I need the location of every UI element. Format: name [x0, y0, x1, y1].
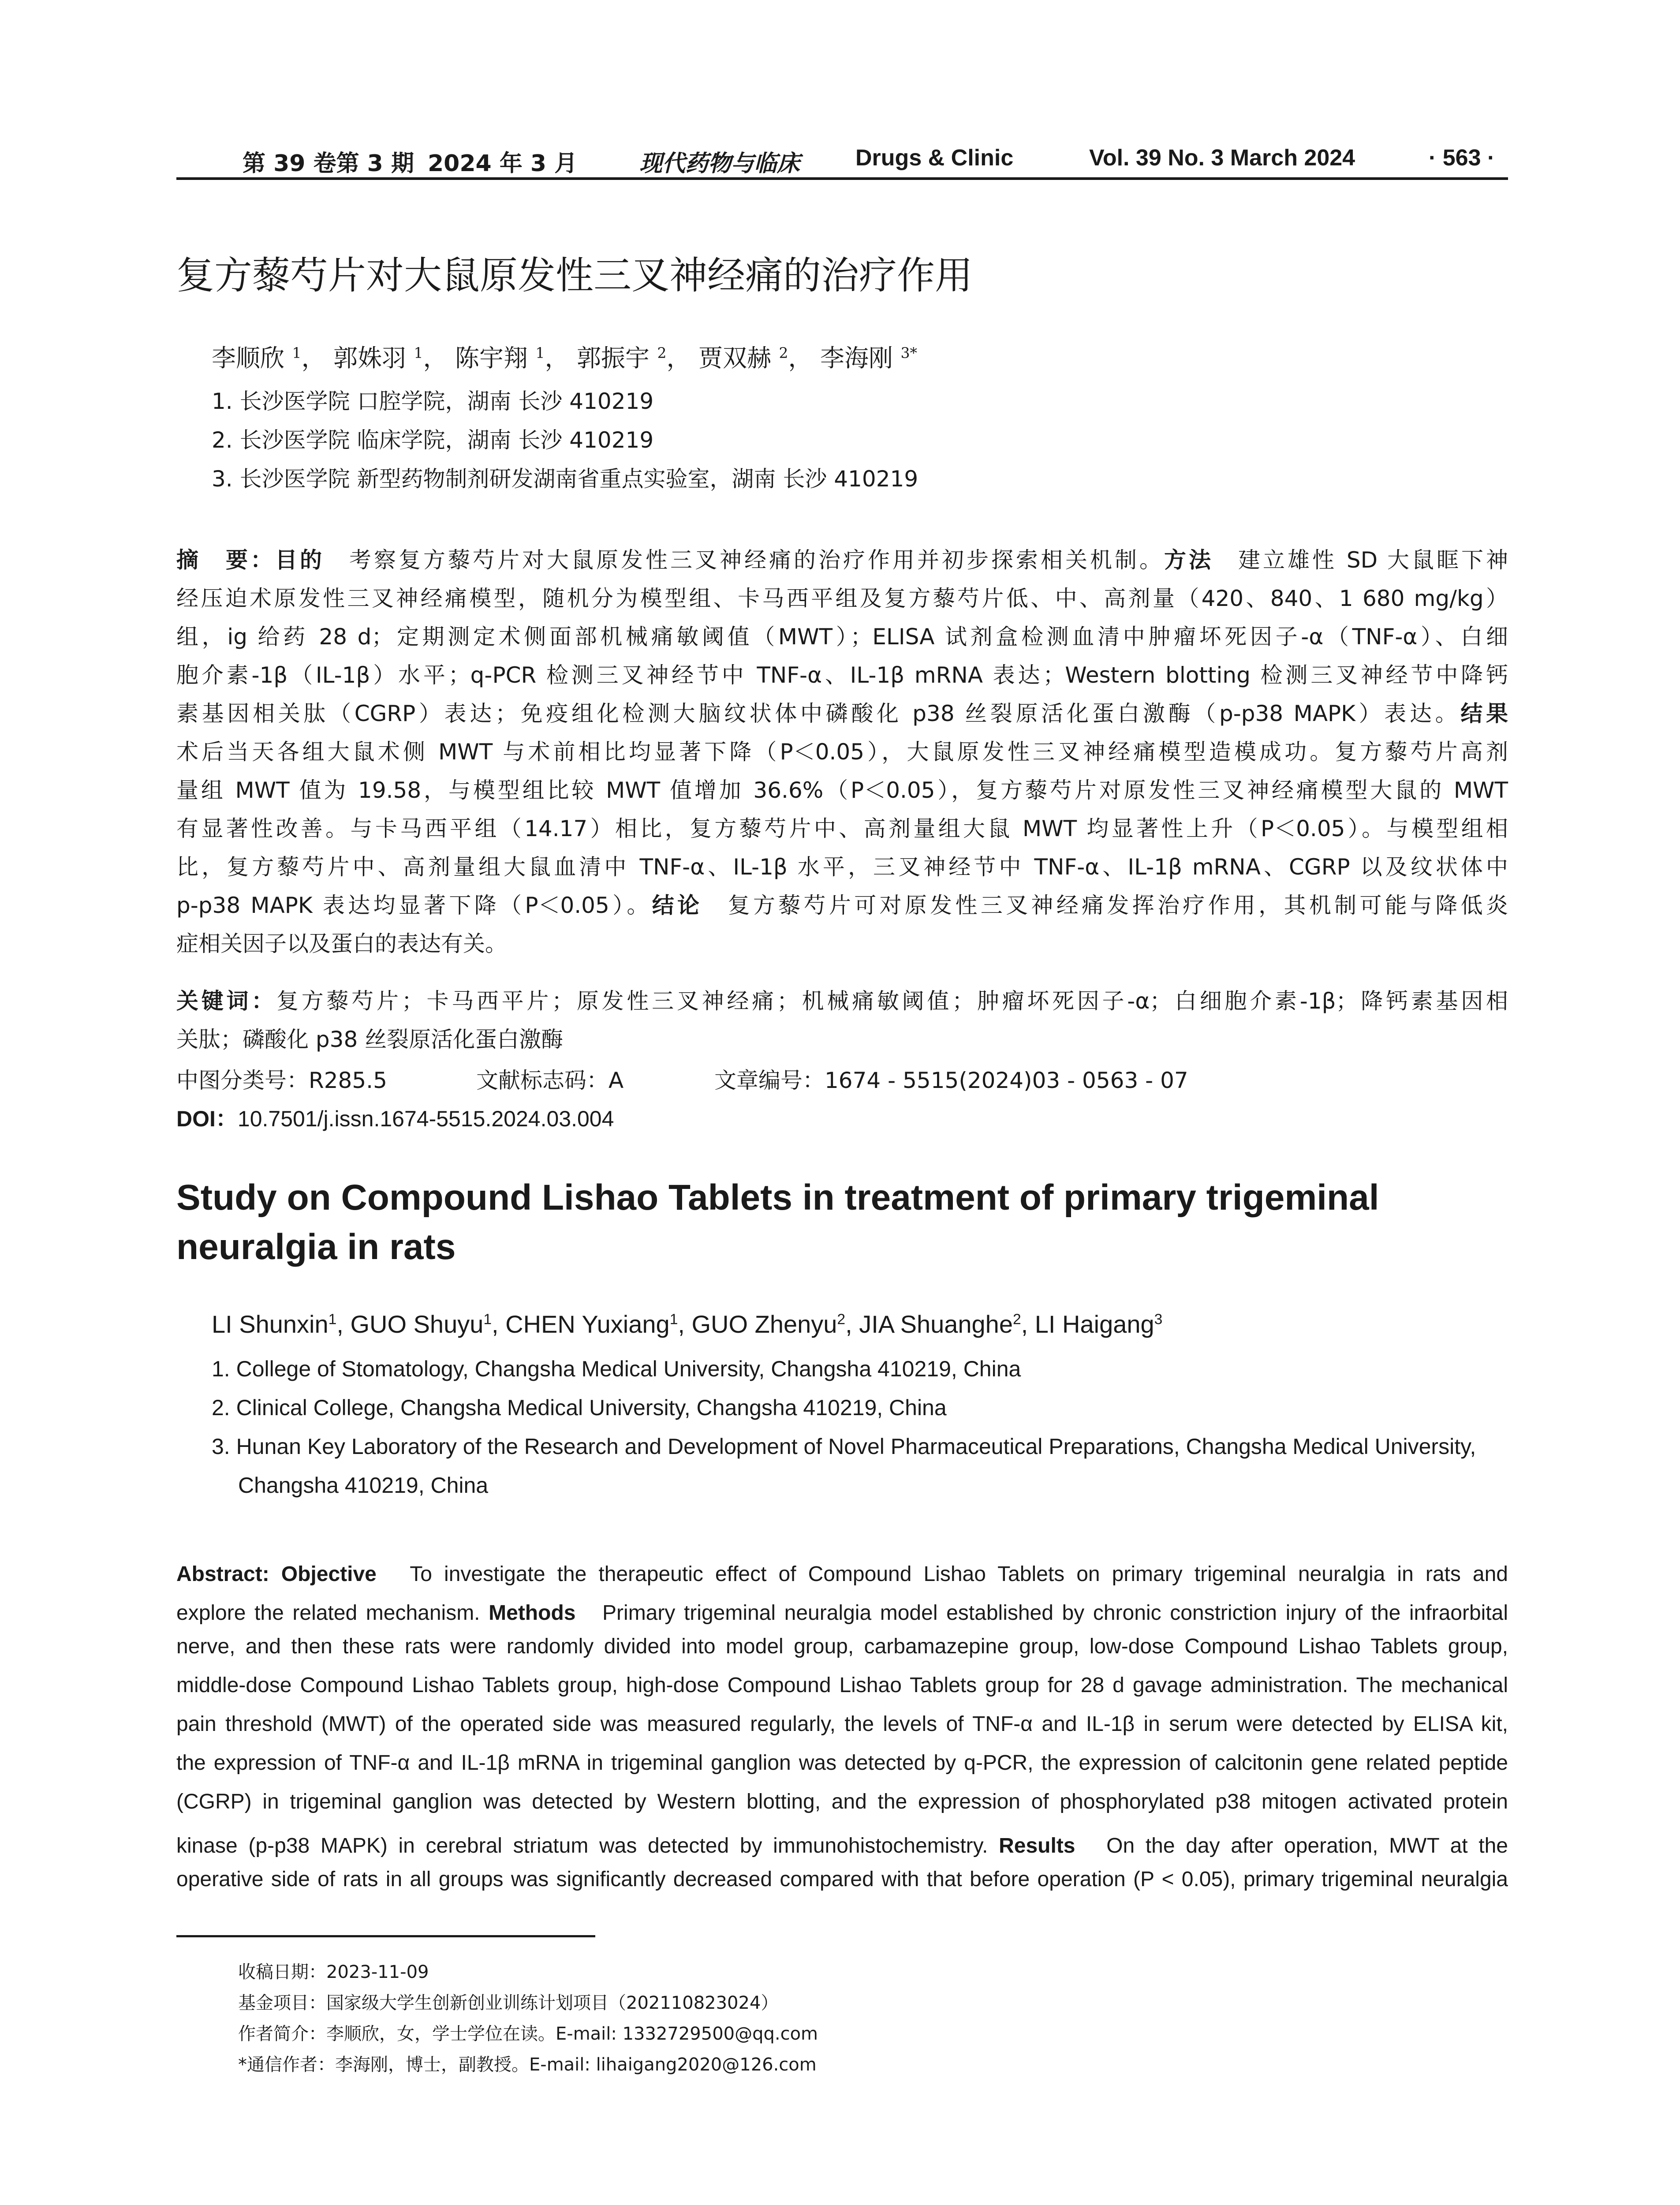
abstract-en-line: explore the related mechanism. Methods Primary trigeminal neuralgia model established by chronic constriction injury of the infraorbital: [176, 1601, 1508, 1625]
abstract-cn-line: p-p38 MAPK 表达均显著下降（P＜0.05）。结论 复方藜芍片可对原发性三叉神经痛发挥治疗作用，其机制可能与降低炎: [176, 893, 1508, 918]
clc-number: 中图分类号：R285.5: [176, 1068, 387, 1093]
author-cn: 郭振宇 $^2$，: [577, 344, 691, 372]
authors-en: [212, 1310, 1162, 1338]
abstract-cn-label: 摘 要：: [176, 547, 275, 573]
abstract-en-line: the expression of TNF-α and IL-1β mRNA in trigeminal ganglion was detected by q-PCR, the expression of calcitonin gene related peptide: [176, 1751, 1508, 1775]
author-cn: 李顺欣 $^1$，: [212, 344, 326, 372]
abstract-cn-line: 摘 要：目的 考察复方藜芍片对大鼠原发性三叉神经痛的治疗作用并初步探索相关机制。方法 建立雄性 SD 大鼠眶下神: [176, 547, 1508, 573]
title-cn: 复方藜芍片对大鼠原发性三叉神经痛的治疗作用: [176, 254, 973, 298]
abstract-en-line: kinase (p-p38 MAPK) in cerebral striatum was detected by immunohistochemistry. Results On the day after operation, MWT at the: [176, 1834, 1508, 1857]
keywords-cn: [176, 983, 1508, 1063]
affiliation-cn: 2. 长沙医学院 临床学院，湖南 长沙 410219: [212, 427, 654, 453]
author-cn: 贾双赫 $^2$，: [698, 344, 813, 372]
author-en: GUO Shuyu$^1$,: [350, 1310, 506, 1338]
title-en: Study on Compound Lishao Tablets in treatment of primary trigeminal neuralgia in rats: [176, 1177, 1379, 1267]
running-header: [176, 139, 1508, 179]
abstract-en-line: pain threshold (MWT) of the operated side was measured regularly, the levels of TNF-α and IL-1β in serum were detected by ELISA kit,: [176, 1712, 1508, 1736]
date-cn: 2024 年 3 月: [428, 150, 578, 177]
keywords-label: 关键词：: [176, 988, 276, 1014]
affiliation-en: 2. Clinical College, Changsha Medical University, Changsha 410219, China: [212, 1395, 947, 1420]
author-cn: 郭姝羽 $^1$，: [333, 344, 448, 372]
abstract-cn-line: 症相关因子以及蛋白的表达有关。: [176, 931, 507, 957]
abstract-en-line: Abstract: Objective To investigate the therapeutic effect of Compound Lishao Tablets on primary trigeminal neuralgia in rats and: [176, 1562, 1508, 1586]
fund-project: 基金项目：国家级大学生创新创业训练计划项目（202110823024）: [238, 1993, 779, 2013]
journal-en: Drugs & Clinic: [855, 145, 1014, 171]
affiliation-cn: 1. 长沙医学院 口腔学院，湖南 长沙 410219: [212, 389, 654, 414]
author-en: LI Shunxin$^1$,: [212, 1310, 351, 1338]
abstract-cn: [176, 542, 1508, 966]
author-bio: 作者简介：李顺欣，女，学士学位在读。E-mail: 1332729500@qq.com: [238, 2024, 818, 2044]
abstract-cn-line: 经压迫术原发性三叉神经痛模型，随机分为模型组、卡马西平组及复方藜芍片低、中、高剂量（420、840、1 680 mg/kg）: [176, 586, 1508, 611]
author-cn: 李海刚 $^{3*}$: [820, 344, 917, 372]
author-en: JIA Shuanghe$^2$,: [859, 1310, 1035, 1338]
author-en: LI Haigang$^3$: [1034, 1310, 1163, 1338]
abstract-en-line: operative side of rats in all groups was significantly decreased compared with that before operation (P < 0.05), primary trigeminal neuralgia: [176, 1868, 1508, 1891]
issue-en: Vol. 39 No. 3 March 2024: [1089, 145, 1355, 171]
authors-cn: [212, 339, 917, 374]
doi: DOI：10.7501/j.issn.1674-5515.2024.03.004: [176, 1106, 614, 1131]
abstract-cn-line: 组，ig 给药 28 d；定期测定术侧面部机械痛敏阈值（MWT）；ELISA 试剂盒检测血清中肿瘤坏死因子-α（TNF-α）、白细: [176, 624, 1508, 650]
affiliation-en: 1. College of Stomatology, Changsha Medical University, Changsha 410219, China: [212, 1357, 1021, 1381]
corresponding-author: *通信作者：李海刚，博士，副教授。E-mail: lihaigang2020@126.com: [238, 2055, 817, 2075]
affiliation-en: Changsha 410219, China: [238, 1473, 489, 1498]
abstract-cn-line: 量组 MWT 值为 19.58，与模型组比较 MWT 值增加 36.6%（P＜0.05），复方藜芍片对原发性三叉神经痛模型大鼠的 MWT: [176, 777, 1508, 803]
article-number: 文章编号：1674 - 5515(2024)03 - 0563 - 07: [714, 1068, 1188, 1093]
keywords-text: 关肽；磷酸化 p38 丝裂原活化蛋白激酶: [176, 1027, 564, 1052]
author-en: GUO Zhenyu$^2$,: [691, 1310, 859, 1338]
abstract-cn-line: 素基因相关肽（CGRP）表达；免疫组化检测大脑纹状体中磷酸化 p38 丝裂原活化蛋白激酶（p-p38 MAPK）表达。结果: [176, 701, 1508, 726]
footnote-rule: [176, 1935, 595, 1937]
abstract-en-label: Abstract:: [176, 1562, 269, 1586]
abstract-cn-line: 术后当天各组大鼠术侧 MWT 与术前相比均显著下降（P＜0.05），大鼠原发性三叉神经痛模型造模成功。复方藜芍片高剂: [176, 739, 1508, 765]
page-number: · 563 ·: [1429, 145, 1495, 171]
document-code: 文献标志码：A: [476, 1068, 624, 1093]
keywords-text: 复方藜芍片；卡马西平片；原发性三叉神经痛；机械痛敏阈值；肿瘤坏死因子-α；白细胞介素-1β；降钙素基因相: [276, 988, 1508, 1014]
abstract-en-line: middle-dose Compound Lishao Tablets group, high-dose Compound Lishao Tablets group for 28 d gavage administration. The mechanical: [176, 1674, 1508, 1697]
abstract-en: [176, 1557, 1508, 1910]
affiliation-cn: 3. 长沙医学院 新型药物制剂研发湖南省重点实验室，湖南 长沙 410219: [212, 466, 918, 492]
abstract-cn-line: 胞介素-1β（IL-1β）水平；q-PCR 检测三叉神经节中 TNF-α、IL-1β mRNA 表达；Western blotting 检测三叉神经节中降钙: [176, 662, 1508, 688]
author-cn: 陈宇翔 $^1$，: [455, 344, 569, 372]
header-rule: [176, 177, 1508, 180]
issue-cn: 第 39 卷第 3 期: [243, 150, 414, 177]
journal-cn: 现代药物与临床: [639, 150, 800, 177]
abstract-cn-line: 比，复方藜芍片中、高剂量组大鼠血清中 TNF-α、IL-1β 水平，三叉神经节中 TNF-α、IL-1β mRNA、CGRP 以及纹状体中: [176, 854, 1508, 880]
abstract-en-line: (CGRP) in trigeminal ganglion was detected by Western blotting, and the expression of phosphorylated p38 mitogen activated protein: [176, 1790, 1508, 1813]
abstract-en-line: nerve, and then these rats were randomly divided into model group, carbamazepine group, low-dose Compound Lishao Tablets group,: [176, 1635, 1508, 1658]
received-date: 收稿日期：2023-11-09: [238, 1962, 429, 1982]
affiliation-en: 3. Hunan Key Laboratory of the Research and Development of Novel Pharmaceutical Preparations, Changsha Medical University,: [212, 1434, 1476, 1459]
abstract-cn-line: 有显著性改善。与卡马西平组（14.17）相比，复方藜芍片中、高剂量组大鼠 MWT 均显著性上升（P＜0.05）。与模型组相: [176, 816, 1508, 841]
author-en: CHEN Yuxiang$^1$,: [505, 1310, 692, 1338]
